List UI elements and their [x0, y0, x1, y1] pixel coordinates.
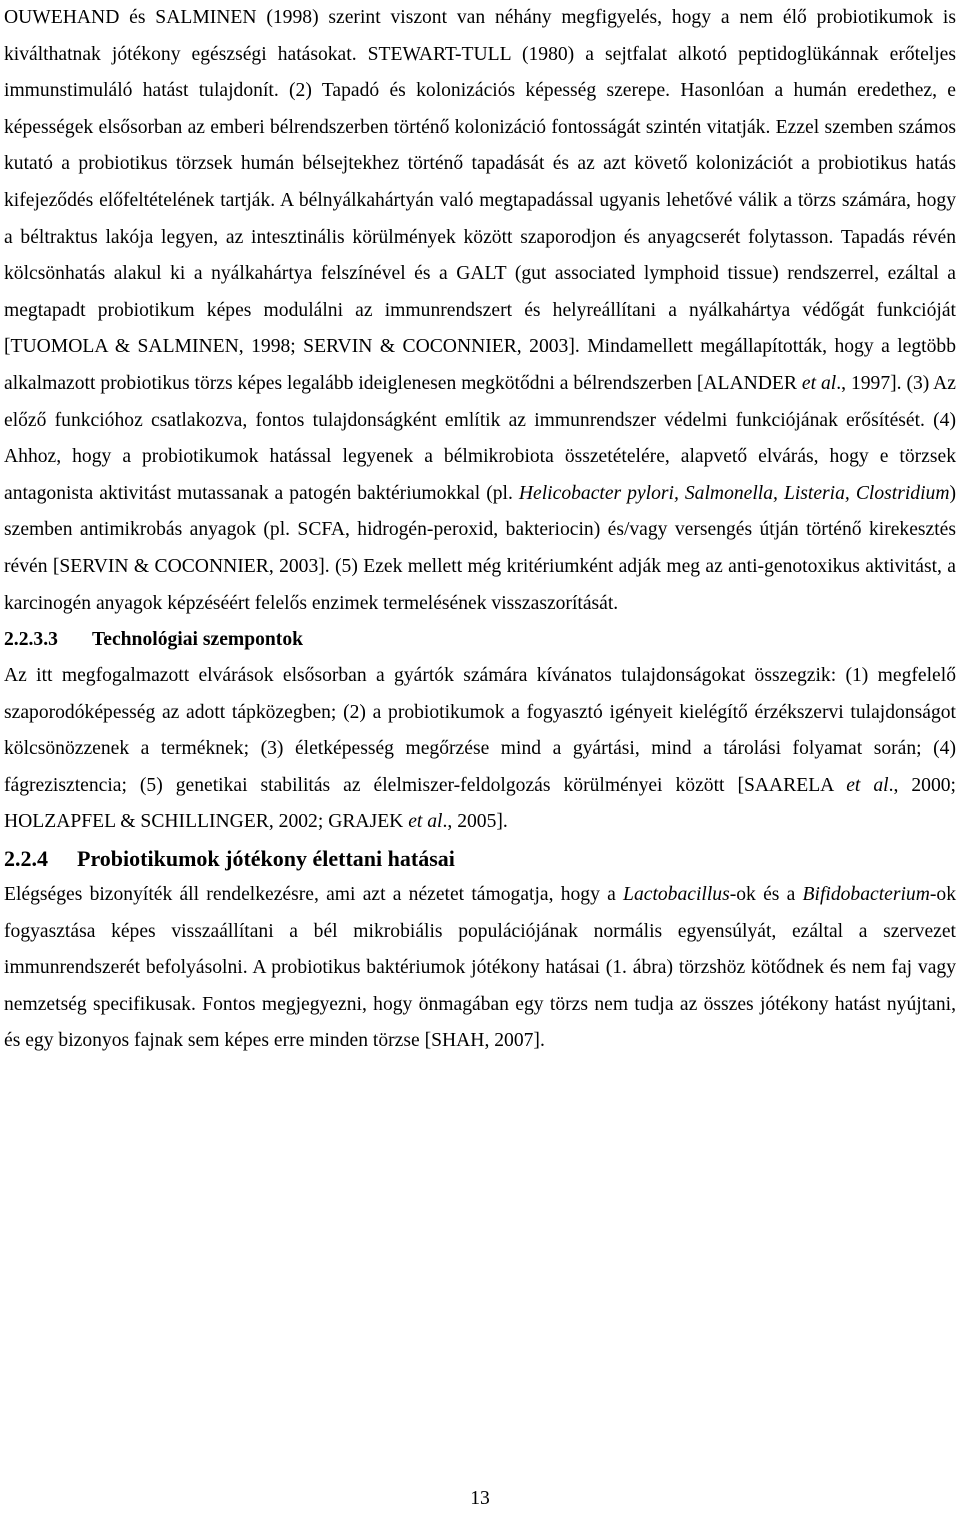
paragraph-text: -ok fogyasztása képes visszaállítani a bél mikrobiális populációjának normális egyensúlyát, ezáltal a szervezet immunrendszerét befolyásolni. A probiotikus baktériumok jótékony hatásai (1. ábra) törzshöz kötődnek és nem faj vagy nemzetség specifikusak. Fontos megjegyezni, hogy önmagában egy törzs nem tudja az összes jótékony hatást nyújtani, és egy bizonyos fajnak sem képes erre minden törzse [SHAH, 2007]. [4, 884, 956, 1052]
document-page [4, 0, 956, 1060]
paragraph-text: ) szemben antimikrobás anyagok (pl. SCFA, hidrogén-peroxid, bakteriocin) és/vagy versengés útján történő kirekesztés révén [SERVIN & COCONNIER, 2003]. (5) Ezek mellett még kritériumként adják meg az anti-genotoxikus aktivitást, a karcinogén anyagok képzéséért felelős enzimek termelésének visszaszorítását. [4, 482, 956, 614]
paragraph-text: -ok és a [729, 884, 803, 906]
section-number: 2.2.4 [4, 846, 48, 872]
italic-genus-name: Lactobacillus [623, 884, 730, 906]
page-number: 13 [470, 1488, 490, 1509]
section-heading [4, 622, 956, 658]
italic-text: et al [408, 811, 443, 833]
section-title: Technológiai szempontok [92, 629, 304, 651]
italic-text: et al [801, 372, 837, 394]
body-paragraph [4, 877, 956, 1060]
section-number: 2.2.3.3 [4, 629, 58, 651]
paragraph-text: ., 2000; HOLZAPFEL & SCHILLINGER, 2002; GRAJEK [4, 774, 957, 833]
paragraph-text: OUWEHAND és SALMINEN (1998) szerint viszont van néhány megfigyelés, hogy a nem élő probiotikumok is kiválthatnak jótékony egészségi hatásokat. STEWART-TULL (1980) a sejtfalat alkotó peptidoglükánnak erőteljes immunstimuláló hatást tulajdonít. (2) Tapadó és kolonizációs képesség szerepe. Hasonlóan a humán eredethez, e képességek elsősorban az emberi bélrendszerben történő kolonizáció fontosságát szintén vitatják. Ezzel szemben számos kutató a probiotikus törzsek humán bélsejtekhez történő tapadását és az azt követő kolonizációt a probiotikus hatás kifejeződés előfeltételének tartják. A bélnyálkahártyán való megtapadással ugyanis lehetővé válik a törzs számára, hogy a béltraktus lakója legyen, az intesztinális körülmények között szaporodjon és anyagcserét folytasson. Tapadás révén kölcsönhatás alakul ki a nyálkahártya felszínével és a GALT (gut associated lymphoid tissue) rendszerrel, ezáltal a megtapadt probiotikum képes modulálni az immunrendszert és helyreállítani a nyálkahártya védőgát funkcióját [TUOMOLA & SALMINEN, 1998; SERVIN & COCONNIER, 2003]. Mindamellett megállapították, hogy a legtöbb alkalmazott probiotikus törzs képes legalább ideiglenesen megkötődni a bélrendszerben [ALANDER [4, 7, 956, 394]
italic-genus-name: Bifidobacterium [802, 884, 930, 906]
section-heading [4, 841, 956, 877]
section-title: Probiotikumok jótékony élettani hatásai [77, 846, 455, 872]
paragraph-text: Az itt megfogalmazott elvárások elsősorban a gyártók számára kívánatos tulajdonságokat összegzik: (1) megfelelő szaporodóképesség az adott tápközegben; (2) a probiotikumok a fogyasztó igényeit kielégítő érzékszervi tulajdonságot kölcsönözzenek a terméknek; (3) életképesség megőrzése mind a gyártási, mind a tárolási folyamat során; (4) fágrezisztencia; (5) genetikai stabilitás az élelmiszer-feldolgozás körülményei között [SAARELA [4, 665, 956, 796]
paragraph-text: ., 2005]. [442, 811, 508, 833]
italic-species-names: Helicobacter pylori, Salmonella, Listeria, Clostridium [518, 482, 950, 504]
body-paragraph [4, 0, 956, 622]
paragraph-text: ., 1997]. (3) Az előző funkcióhoz csatlakozva, fontos tulajdonságként említik az immunrendszer védelmi funkciójának erősítését. (4) Ahhoz, hogy a probiotikumok hatással legyenek a bélmikrobiota összetételére, alapvető elvárás, hogy e törzsek antagonista aktivitást mutassanak a patogén baktériumokkal (pl. [4, 372, 957, 504]
italic-text: et al [846, 774, 889, 796]
body-paragraph [4, 658, 956, 841]
paragraph-text: Elégséges bizonyíték áll rendelkezésre, ami azt a nézetet támogatja, hogy a [4, 884, 624, 906]
